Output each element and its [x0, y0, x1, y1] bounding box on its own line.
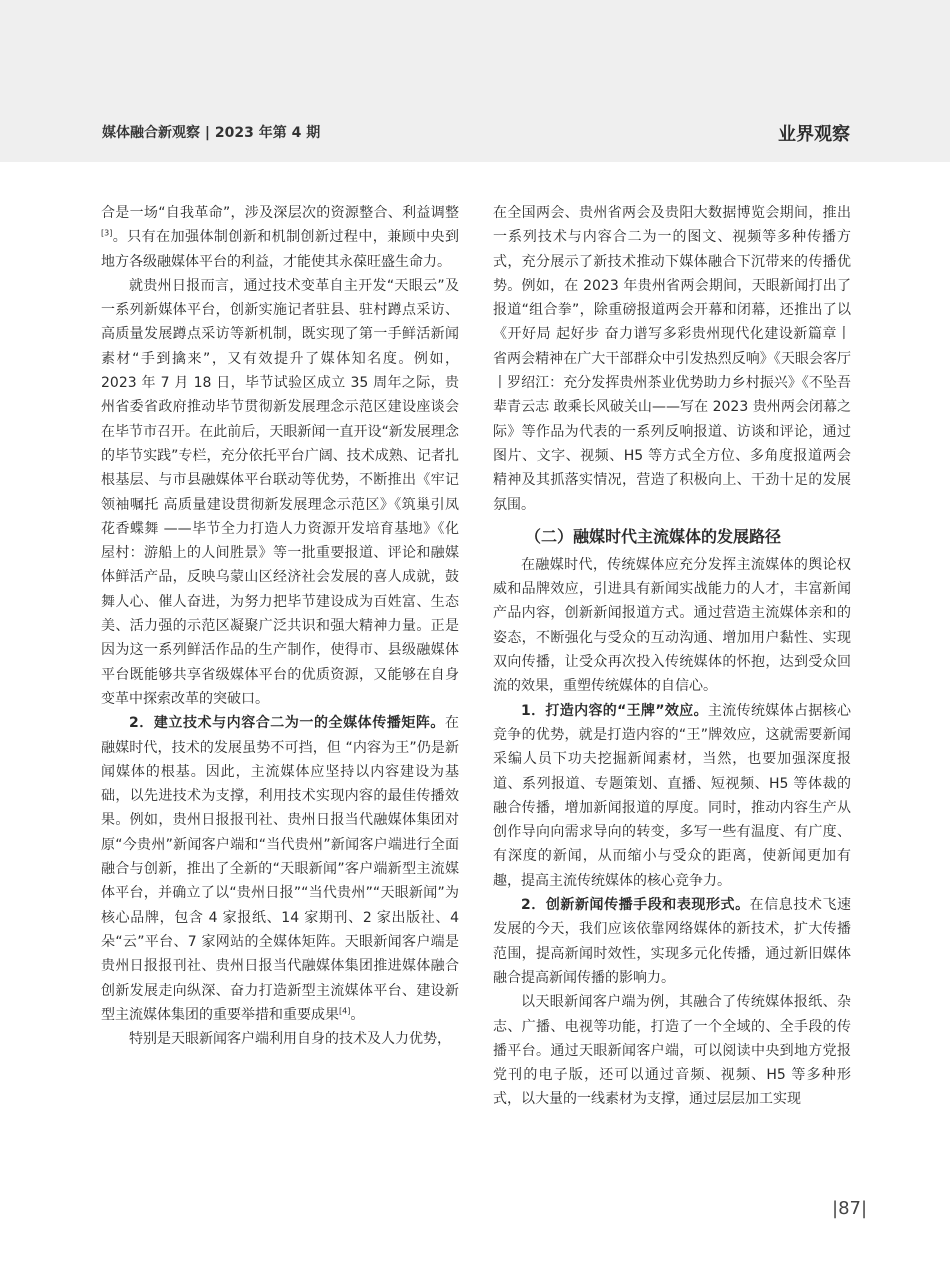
paragraph-4: 特别是天眼新闻客户端利用自身的技术及人力优势， [129, 1031, 451, 1048]
paragraph-5: 在全国两会、贵州省两会及贵阳大数据博览会期间，推出一系列技术与内容合二为一的图文、视频等多种传播方式，充分展示了新技术推动下媒体融合下沉带来的传播优势。例如，在 2023 年贵州省两会期间，天眼新闻打出了报道“组合拳”，除重磅报道两会开幕和闭幕，还推出了以《开好局 起好步 奋力谱写多彩贵州现代化建设新篇章丨省两会精神在广大干部群众中引发热烈反响》《天眼会客厅丨罗绍江：充分发挥贵州茶业优势助力乡村振兴》《不坠吾辈青云志 敢乘长风破关山——写在 2023 贵州两会闭幕之际》等作品为代表的一系列反响报道、访谈和评论，通过图片、文字、视频、H5 等方式全方位、多角度报道两会精神及其抓落实情况，营造了积极向上、干劲十足的发展氛围。 [493, 205, 851, 513]
header-band [0, 0, 950, 162]
left-column [101, 201, 459, 1051]
citation-4: [4] [339, 1006, 351, 1016]
section-title: 业界观察 [778, 124, 850, 145]
section-heading: （二）融媒时代主流媒体的发展路径 [525, 526, 782, 546]
paragraph-3: 2．建立技术与内容合二为一的全媒体传播矩阵。在融媒时代，技术的发展虽势不可挡，但 “内容为王”仍是新闻媒体的根基。因此，主流媒体应坚持以内容建设为基础，以先进技术为支撑，利用技术实现内容的最佳传播效果。例如，贵州日报报刊社、贵州日报当代融媒体集团对原“今贵州”新闻客户端和“当代贵州”新闻客户端进行全面融合与创新，推出了全新的“天眼新闻”客户端新型主流媒体平台，并确立了以“贵州日报”“当代贵州”“天眼新闻”为核心品牌，包含 4 家报纸、14 家期刊、2 家出版社、4 朵“云”平台、7 家网站的全媒体矩阵。天眼新闻客户端是贵州日报报刊社、贵州日报当代融媒体集团推进媒体融合创新发展走向纵深、奋力打造新型主流媒体平台、建设新型主流媒体集团的重要举措和重要成果[4]。 [101, 715, 459, 1023]
subsection-title-2b: 2．创新新闻传播手段和表现形式。 [521, 897, 750, 914]
paragraph-9: 以天眼新闻客户端为例，其融合了传统媒体报纸、杂志、广播、电视等功能，打造了一个全域的、全手段的传播平台。通过天眼新闻客户端，可以阅读中央到地方党报党刊的电子版，还可以通过音频、视频、H5 等多种形式，以大量的一线素材为支撑，通过层层加工实现 [493, 994, 851, 1108]
journal-title: 媒体融合新观察 | 2023 年第 4 期 [102, 125, 321, 141]
paragraph-7: 1．打造内容的“王牌”效应。主流传统媒体占据核心竞争的优势，就是打造内容的“王”牌效应，这就需要新闻采编人员下功夫挖掘新闻素材，当然，也要加强深度报道、系列报道、专题策划、直播、短视频、H5 等体裁的融合传播，增加新闻报道的厚度。同时，推动内容生产从创作导向向需求导向的转变，多写一些有温度、有广度、有深度的新闻，从而缩小与受众的距离，使新闻更加有趣，提高主流传统媒体的核心竞争力。 [493, 702, 851, 889]
right-column [493, 201, 851, 1112]
citation-3: [3] [101, 228, 113, 238]
paragraph-6: 在融媒时代，传统媒体应充分发挥主流媒体的舆论权威和品牌效应，引进具有新闻实战能力的人才，丰富新闻产品内容，创新新闻报道方式。通过营造主流媒体亲和的姿态，不断强化与受众的互动沟通、增加用户黏性、实现双向传播，让受众再次投入传统媒体的怀抱，达到受众回流的效果，重塑传统媒体的自信心。 [493, 556, 851, 695]
subsection-title-1: 1．打造内容的“王牌”效应。 [521, 702, 708, 719]
subsection-title-2: 2．建立技术与内容合二为一的全媒体传播矩阵。 [129, 715, 445, 732]
paragraph-1: 合是一场“自我革命”，涉及深层次的资源整合、利益调整[3]。只有在加强体制创新和机制创新过程中，兼顾中央到地方各级融媒体平台的利益，才能使其永葆旺盛生命力。 [101, 205, 459, 270]
page-number: |87| [832, 1198, 868, 1219]
paragraph-8: 2．创新新闻传播手段和表现形式。在信息技术飞速发展的今天，我们应该依靠网络媒体的新技术，扩大传播范围，提高新闻时效性，实现多元化传播，通过新旧媒体融合提高新闻传播的影响力。 [493, 897, 851, 986]
paragraph-2: 就贵州日报而言，通过技术变革自主开发“天眼云”及一系列新媒体平台，创新实施记者驻县、驻村蹲点采访、高质量发展蹲点采访等新机制，既实现了第一手鲜活新闻素材“手到擒来”，又有效提升了媒体知名度。例如，2023 年 7 月 18 日，毕节试验区成立 35 周年之际，贵州省委省政府推动毕节贯彻新发展理念示范区建设座谈会在毕节市召开。在此前后，天眼新闻一直开设“新发展理念的毕节实践”专栏，充分依托平台广阔、技术成熟、记者扎根基层、与市县融媒体平台联动等优势，不断推出《牢记领袖嘱托 高质量建设贯彻新发展理念示范区》《筑巢引凤 花香蝶舞 ——毕节全力打造人力资源开发培育基地》《化屋村：游船上的人间胜景》等一批重要报道、评论和融媒体鲜活产品，反映乌蒙山区经济社会发展的喜人成就，鼓舞人心、催人奋进，为努力把毕节建设成为百姓富、生态美、活力强的示范区凝聚广泛共识和强大精神力量。正是因为这一系列鲜活作品的生产制作，使得市、县级融媒体平台既能够共享省级媒体平台的优质资源，又能够在自身变革中探索改革的突破口。 [101, 277, 459, 707]
